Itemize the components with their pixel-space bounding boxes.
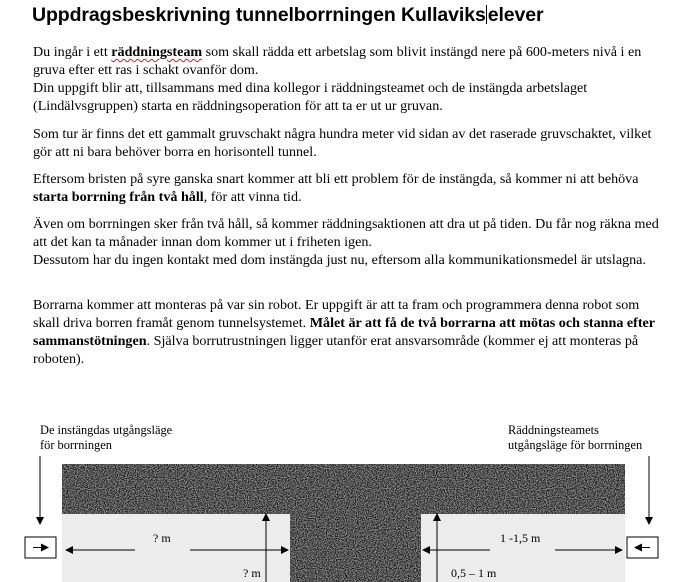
p1-bold-team: räddningsteam: [111, 44, 203, 60]
p5-text-1: Borrarna kommer att monteras på var sin robot. Er uppgift är att ta fram och programmera denna robot som skall driva borren framåt genom tunnelsystemet.: [33, 297, 640, 331]
p5-text-2: . Själva borrutrustningen ligger utanför erat ansvarsområde (kommer ej att monteras på roboten).: [33, 332, 639, 367]
left-height-label: ? m: [243, 566, 261, 580]
left-start-label: [40, 423, 172, 453]
paragraph-2: [33, 126, 663, 162]
p2-text: Som tur är finns det ett gammalt gruvschakt några hundra meter vid sidan av det raserade gruvschaktet, vilket gör att ni bara behöver borra en horisontell tunnel.: [33, 126, 652, 160]
p3-text-1: Eftersom bristen på syre ganska snart kommer att bli ett problem för de instängda, så kommer ni att behöva: [33, 171, 639, 187]
paragraph-1: [33, 44, 663, 116]
paragraph-5: [33, 297, 663, 369]
right-label-line1: Räddningsteamets: [508, 423, 599, 437]
right-label-line2: utgångsläge för borrningen: [508, 438, 643, 452]
p3-text-2: , för att vinna tid.: [203, 188, 302, 205]
right-height-label: 0,5 – 1 m: [451, 566, 497, 580]
p4-text-1: Även om borrningen sker från två håll, så kommer räddningsaktionen att dra ut på tiden. Du får nog räkna med att det kan ta månader innan dom kommer ut i friheten igen.: [33, 216, 659, 250]
p1-text-1: Du ingår i ett: [33, 44, 112, 60]
right-width-label: 1 -1,5 m: [500, 531, 541, 545]
title-text-part2: elever: [487, 4, 544, 26]
left-width-label: ? m: [153, 531, 171, 545]
p1-text-3: Din uppgift blir att, tillsammans med dina kollegor i räddningsteamet och de instängda arbetslaget (Lindälvsgruppen) starta en räddningsoperation för att ta er ut ur gruvan.: [33, 79, 588, 114]
paragraph-4: [33, 216, 663, 270]
p3-bold: starta borrning från två håll: [33, 188, 204, 205]
diagram-annotations: [0, 456, 681, 582]
left-label-line1: De instängdas utgångsläge: [40, 423, 173, 437]
document-title: [32, 4, 544, 27]
p4-text-2: Dessutom har du ingen kontakt med dom instängda just nu, eftersom alla kommunikationsmedel är utslagna.: [33, 251, 646, 268]
right-start-label: [508, 423, 642, 453]
p5-bold: Målet är att få de två borrarna att mötas och stanna efter sammanstötningen: [33, 314, 655, 349]
left-label-line2: för borrningen: [40, 438, 112, 452]
paragraph-3: [33, 171, 663, 207]
p1-text-2: som skall rädda ett arbetslag som blivit instängd nere på 600-meters nivå i en gruva efter ett ras i schakt ovanför dom.: [33, 44, 642, 78]
title-text-part1: Uppdragsbeskrivning tunnelborrningen Kullaviks: [32, 4, 486, 26]
